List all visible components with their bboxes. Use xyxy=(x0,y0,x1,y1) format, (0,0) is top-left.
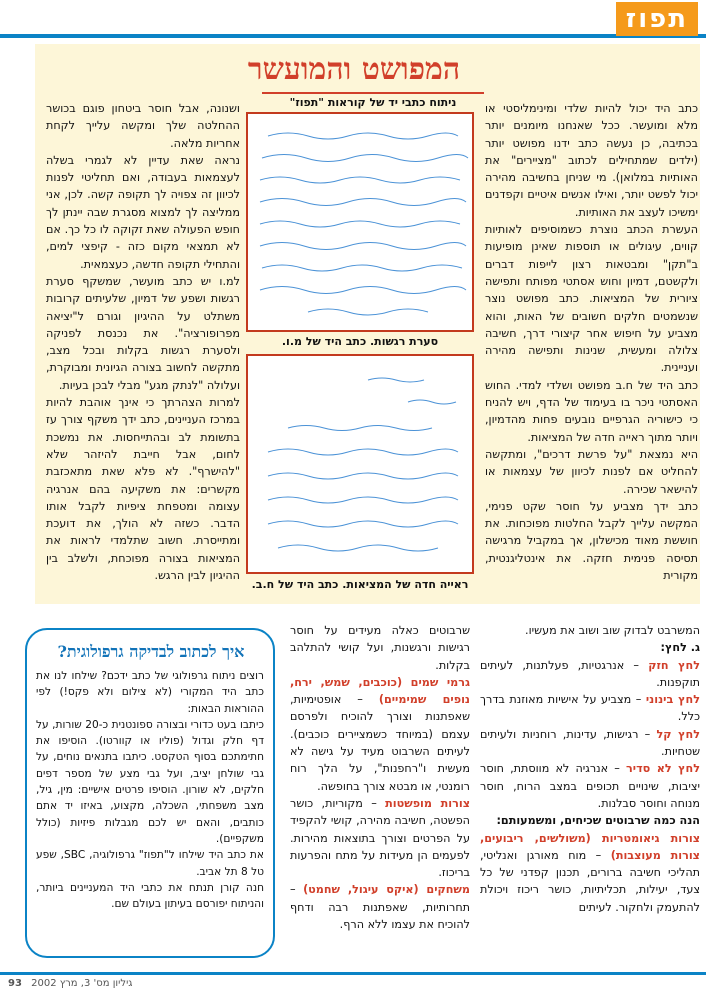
paragraph: ושנונה, אבל חוסר ביטחון פוגם בכושר ההחלטה שלך ומקשה עלייך לקחת אחריות מלאה. xyxy=(46,102,240,150)
paragraph: למ.ו יש כתב מועשר, שמשקף סערת רגשות ושפע של דמיון, שלעיתים קרובות משתלט על ההיגיון וגורם ל"יציאה מפרופורציה". את נכנסת לפניקה ולסערת רגשות בקלות ובכל מצב, מתקשה לחשוב בצורה הגיונית ומבוקרת, ועלולה "לנתק מגע" מבלי לבכן בעיות. xyxy=(46,274,240,392)
list-item: לחץ לא סדיר – אנרגיה לא מווסתת, חוסר יציבות, שינויים תכופים במצב הרוח, חוסר מנוחה וחוסר סבלנות. xyxy=(480,762,701,810)
list-item: צורות מופשטות – מקוריות, כושר הפשטה, חשיבה מהירה, קושי להקפיד על הפרטים וצורך בתוצאות מהירות. לפעמים הן מעידות על מתח והפרעות בריכוז. xyxy=(290,796,471,880)
paragraph: כתב היד של ח.ב מפושט ושלדי למדי. החוש האסתטי ניכר בו בעימוד של הדף, ויש להניח כי כישוריה הגרפיים נובעים פחות מהדמיון, ויותר מתוך ראייה חדה של המציאות. xyxy=(485,378,698,444)
caption-top: סערת רגשות. כתב היד של מ.ו. xyxy=(281,335,439,348)
paragraph: היא נמצאת "על פרשת דרכים", ומתקשה להחליט אם לפנות לכיוון של עצמאות או להישאר שכירה. xyxy=(485,447,698,496)
list-item: צורות גיאומטריות (משולשים, ריבועים, צורות מעוצבות) – מוח מאורגן ואנליטי, תהליכי חשיבה ברורים, תכנון קפדני של כל צעד, יעילות, תכליתיות, כושר ריכוז ויכולת להתעמק ולחקור. לעיתים xyxy=(480,831,700,914)
paragraph: שרבוטים כאלה מעידים על חוסר רגישות ורגשנות, ועל קושי להתלהב בקלות. xyxy=(290,624,470,672)
list-item: לחץ קל – רגישות, עדינות, רוחניות ולעיתים שטחיות. xyxy=(480,727,700,759)
paragraph: העשרת הכתב נוצרת כשמוסיפים לאותיות קווים, עיגולים או תוספות שאינן מופיעות ב"תקן" ומבטאות רצון לייפות דברים ולקשטם, דמיון וחוש אסתטי מפותח ותפישה ציורית של המציאות. כתב מפושט נוצר שנשמטים חלקים חשובים של האות, והוא מצביע על חיפוש אחר קיצורי דרך, חשיבה צלולה ומעשית, שנינות ותפישה מהירה ועניינית. xyxy=(485,223,698,375)
lower-right-column xyxy=(480,622,700,916)
top-bar xyxy=(0,0,706,38)
paragraph: המשרבט לבדוק שוב ושוב את מעשיו. xyxy=(525,624,700,637)
term: צורות מופשטות xyxy=(385,796,471,810)
handwriting-scribble xyxy=(248,356,472,572)
article-subtitle: ניתוח כתבי יד של קוראות "תפוז" xyxy=(289,96,457,109)
box-title: איך לכתוב לבדיקה גרפולוגית? xyxy=(57,642,245,661)
lower-middle-column xyxy=(290,622,470,933)
term: גרמי שמים (כוכבים, שמש, ירח, נופים שמימיים) xyxy=(290,675,470,707)
title-underline xyxy=(262,92,484,94)
article-right-column xyxy=(485,100,698,584)
list-item: משחקים (איקס עיגול, שחמט) – תחרותיות, שאפתנות רבה ודחף להוכיח את עצמו ללא הרף. xyxy=(290,883,471,932)
paragraph: כתב ידך מצביע על חוסר שקט פנימי, המקשה עלייך לקבל החלטות מפוכחות. את חוששת מאוד מכישלון, אך במקביל מרגישה תסיסה פנימית חזקה. את אינטליגנטית, מקורית xyxy=(485,499,698,583)
page-footer xyxy=(0,972,706,992)
list-item: לחץ חזק – אנרגטיות, פעלתנות, לעיתים תוקפנות. xyxy=(480,658,700,689)
handwriting-sample-top xyxy=(246,112,474,332)
handwriting-sample-bottom xyxy=(246,354,474,574)
paragraph: נראה שאת עדיין לא לגמרי בשלה לעצמאות בעבודה, ואם תחליטי לפנות לכיוון זה צפויה לך תקופה קשה. לכן, אני ממליצה לך למצוא מסגרת שבה יינתן לך חופש הפעולה שאת זקוקה לו כל כך. אם לא תמצאי מקום כזה - קיפצי למים, והתחילי תקופה חדשה, כעצמאית. xyxy=(46,153,240,271)
article-title: המפושט והמועשר xyxy=(247,52,461,87)
list-item: גרמי שמים (כוכבים, שמש, ירח, נופים שמימיים) – אופטימיות, שאפתנות וצורך להוכיח ולפרסם עצמם (במיוחד כשמציירים כוכבים). לעיתים השרבוט מעיד על גישה לא מעשית ו"רחפנות", על הלך רוח רומנטי, או מבטא צורך בחופשה. xyxy=(290,675,470,793)
paragraph: את כתב היד שילחו ל"תפוז" גרפולוגיה, SBC, שפע טל 8 תל אביב. xyxy=(36,849,264,878)
paragraph: כיתבו בעט כדורי ובצורה ספונטנית כ-20 שורות, על דף חלק וגדול (פוליו או קוורטו). הוסיפו את חתימתכם בסוף הטקסט. כיתבו בתנאים נוחים, על גבי שולחן יציב, ועל גבי מצע של מספר דפים חלקים, לא שורון. הוסיפו פרטים אישיים: מין, גיל, מצב משפחתי, השכלה, מקצוע, באיזו יד אתם כותבים, והאם יש לכם מגבלות פיזיות (כולל משקפיים). xyxy=(36,718,264,845)
term: לחץ חזק xyxy=(648,658,700,672)
caption-bottom: ראייה חדה של המציאות. כתב היד של ח.ב. xyxy=(251,578,469,591)
paragraph: רוצים ניתוח גרפולוגי של כתב ידכם? שילחו לנו את כתב היד המקורי (לא צילום ולא פקס!) לפי ההוראות הבאות: xyxy=(36,670,264,715)
issue-info: גיליון מס' 3, מרץ 2002 xyxy=(31,978,133,989)
box-body xyxy=(36,668,264,912)
page-number: 93 xyxy=(8,978,22,989)
term: לחץ קל xyxy=(656,727,700,741)
article-left-column xyxy=(46,100,240,584)
paragraph: כתב היד יכול להיות שלדי ומינימליסטי או מלא ומועשר. ככל שאנחנו מיומנים יותר בכתיבה, כן נעשה כתב ידנו מפושט יותר (ילדים שמתחילים לכתוב "מציירים" את האותיות במלואן). מי שניחן בחשיבה מהירה יכול לפשט יותר, ואילו אנשים איטיים וקפדנים ימשיכו לעצב את האותיות. xyxy=(485,102,698,219)
term: לחץ בינוני xyxy=(645,693,700,707)
term: צורות גיאומטריות (משולשים, ריבועים, צורות מעוצבות) xyxy=(480,831,700,862)
section-heading: הנה כמה שרבוטים שכיחים, ומשמעותם: xyxy=(496,814,700,828)
paragraph: חנה קורן תנתח את כתבי היד המעניינים ביותר, והניתוח יפורסם בעיתון בעולם שם. xyxy=(36,881,264,911)
magazine-logo: תפוז xyxy=(616,2,698,36)
term: משחקים (איקס עיגול, שחמט) xyxy=(303,883,471,897)
list-item: לחץ בינוני – מצביע על אישיות מאוזנת בדרך כלל. xyxy=(480,693,700,724)
section-heading: ג. לחץ: xyxy=(660,641,700,655)
paragraph: למרות הצהרתך כי אינך אוהבת להיות במרכז העניינים, כתב ידך משקף צורך עז בתשומת לב ובהתייחסות. את נמשכת לחום, אבל חייבת להיזהר שלא "להישרף". לא פלא שאת מתאכזבת מקשרים: את משקיעה בהם אנרגיה עצומה ומטפחת ציפיות לקבל אותו הדבר. כשזה לא הולך, את דועכת ומתייסרת. חשוב שתלמדי לראות את המציאות בצורה מפוכחת, ולשלב בין ההיגיון לבין הרגש. xyxy=(46,396,240,583)
handwriting-scribble xyxy=(248,114,472,330)
term: לחץ לא סדיר xyxy=(626,762,701,776)
